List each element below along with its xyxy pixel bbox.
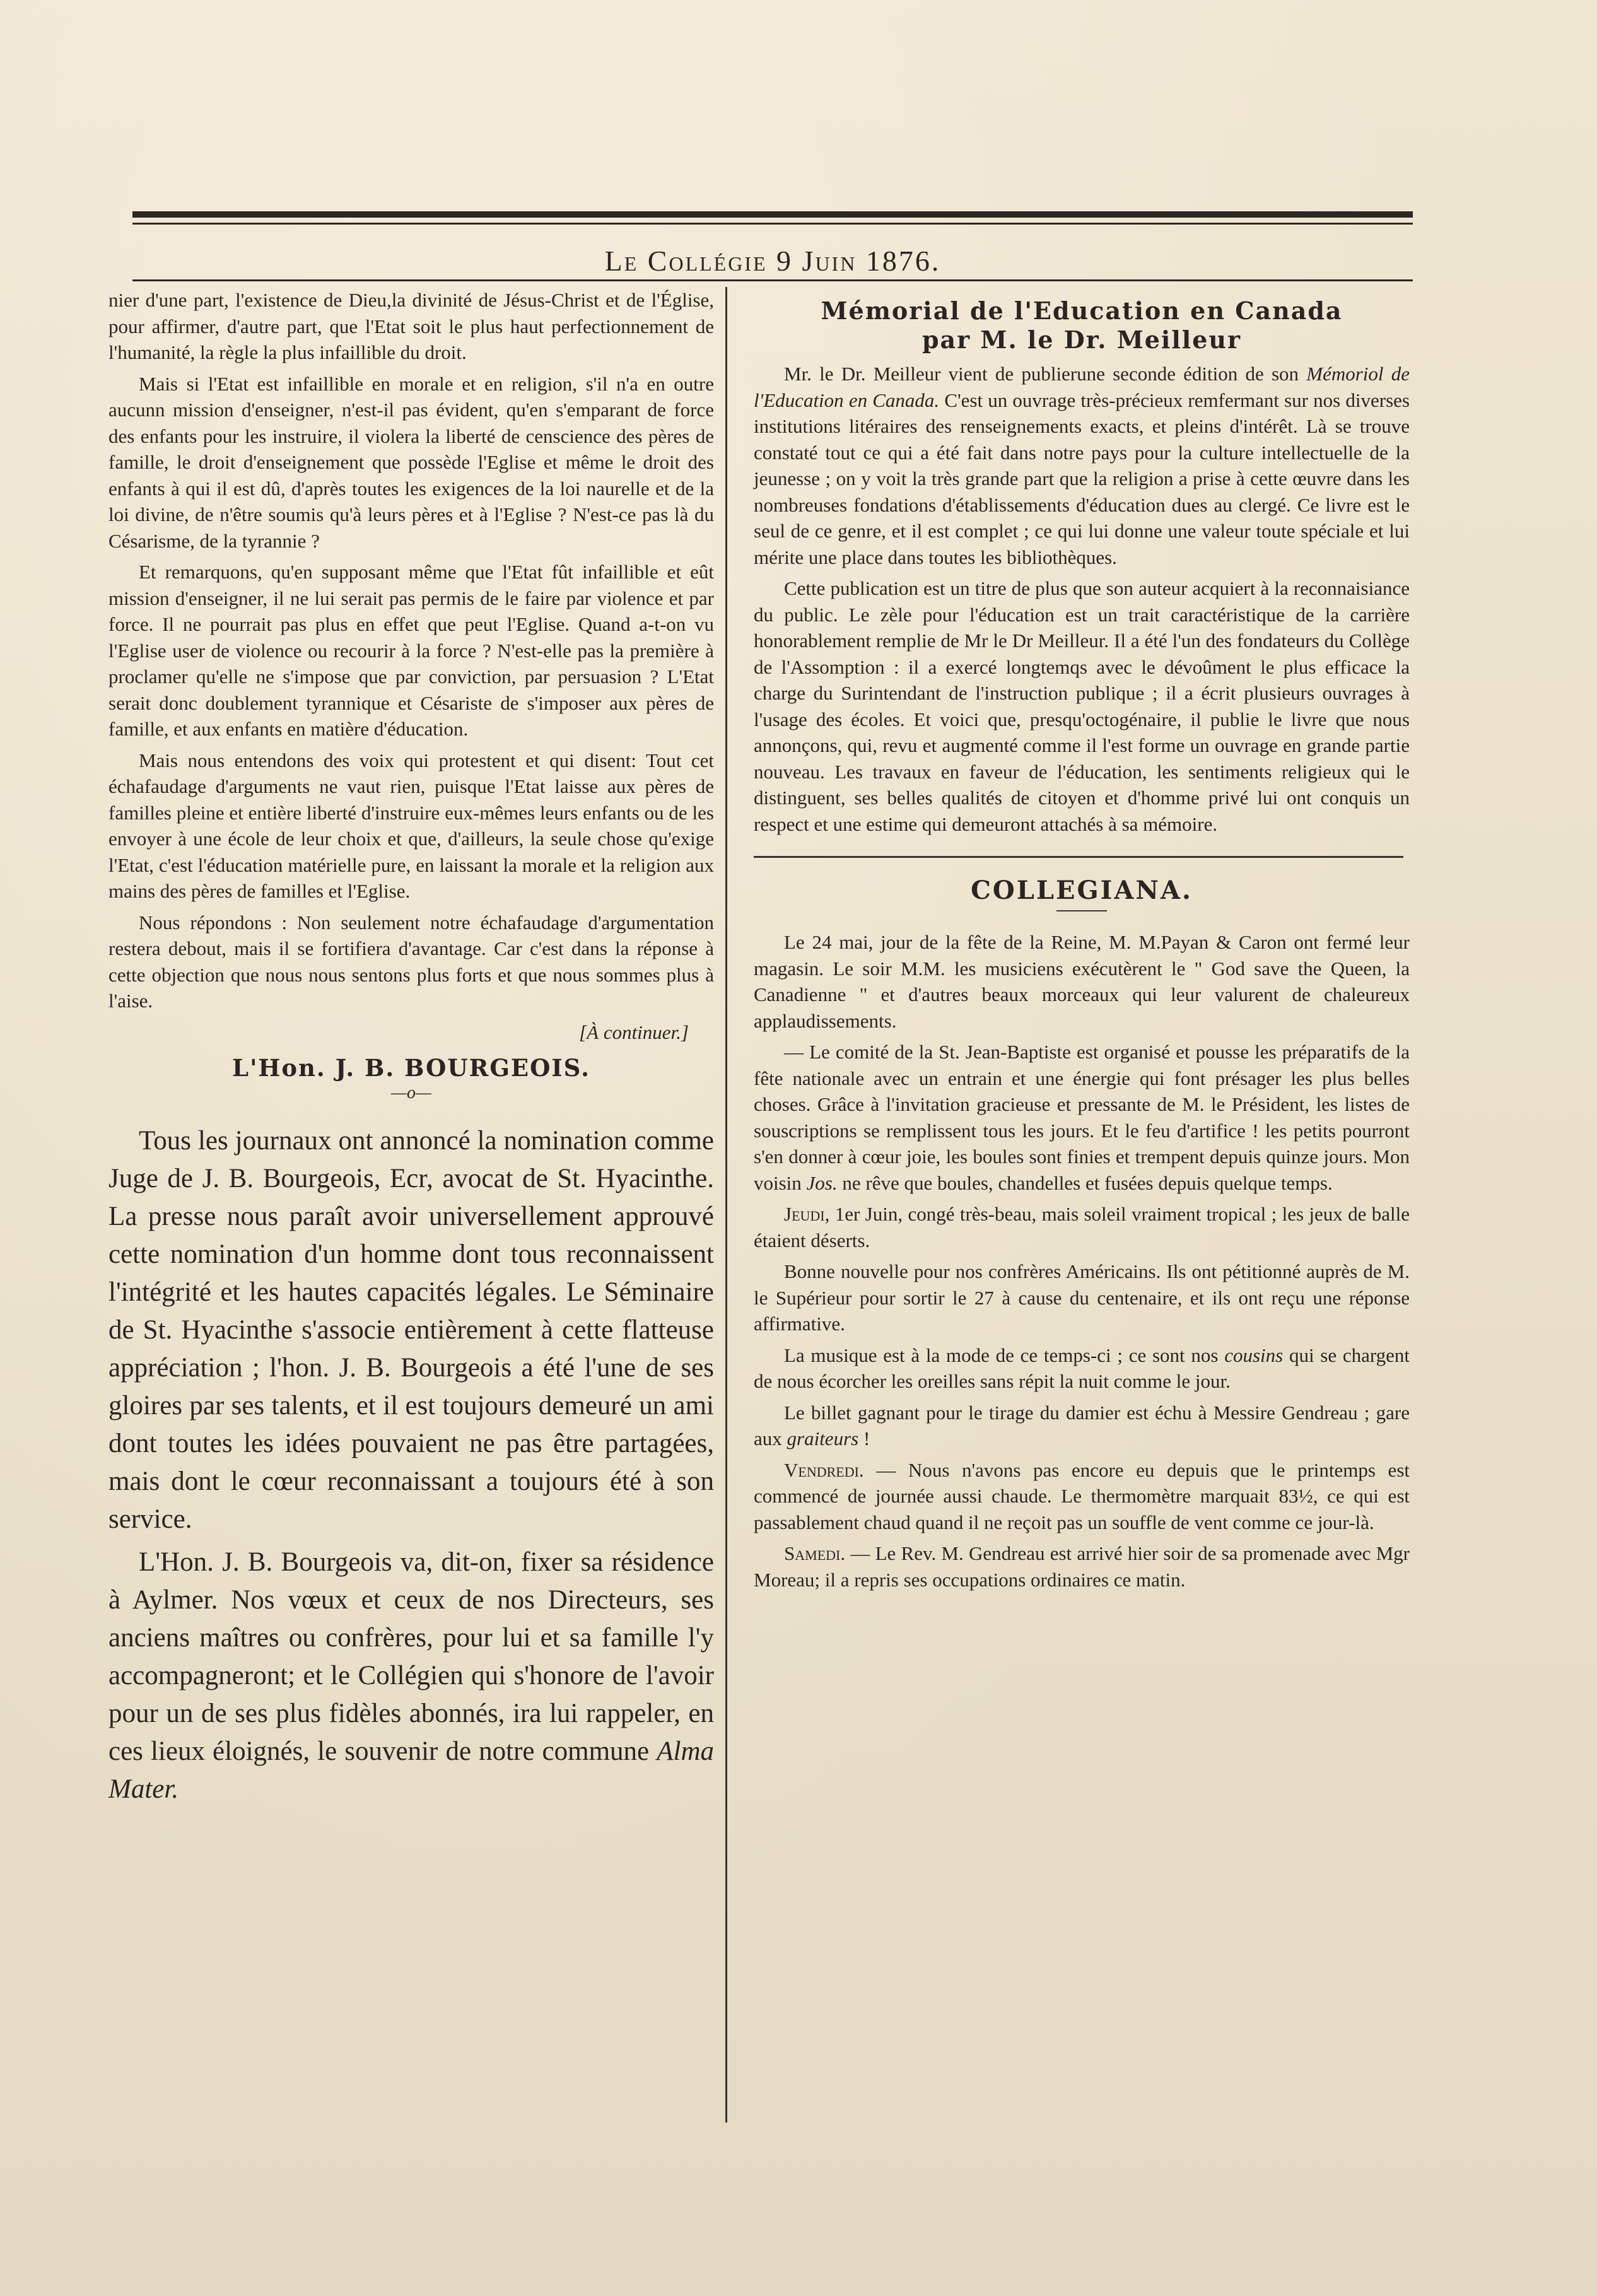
collegiana-text: — Le Rev. M. Gendreau est arrivé hier soir de sa promenade avec Mgr Moreau; il a repris ses occupations ordinaires ce matin. xyxy=(754,1542,1410,1591)
header-rule-top xyxy=(132,211,1413,218)
to-be-continued: [À continuer.] xyxy=(579,1021,689,1043)
column-divider xyxy=(725,287,727,2123)
memorial-heading xyxy=(754,296,1410,354)
heading-ornament: —o— xyxy=(391,1083,431,1103)
masthead-title: Le Collégie 9 Juin 1876. xyxy=(604,245,941,277)
collegiana-text: — Nous n'avons pas encore eu depuis que le printemps est commencé de journée aussi chaude. Le thermomètre marquait 83½, ce qui est passablement chaud quand il ne reçoit pas un souffle de vent comme ce jour-là. xyxy=(754,1458,1410,1533)
bourgeois-heading: L'Hon. J. B. BOURGEOIS. xyxy=(232,1054,590,1082)
article-paragraph: nier d'une part, l'existence de Dieu,la divinité de Jésus-Christ et de l'Église, pour affirmer, d'autre part, que l'Etat soit le plus haut perfectionnement de l'humanité, la règle la plus infaillible du droit. xyxy=(108,289,714,363)
alma-mater-text: Alma Mater. xyxy=(108,1737,715,1804)
collegiana-emphasis: graiteurs xyxy=(787,1427,859,1450)
collegiana-text: Le billet gagnant pour le tirage du damier est échu à Messire Gendreau ; gare aux xyxy=(754,1401,1410,1450)
collegiana-item xyxy=(754,1457,1410,1536)
collegiana-item xyxy=(754,1201,1410,1253)
collegiana-item xyxy=(754,1400,1410,1452)
collegiana-emphasis: cousins xyxy=(1224,1344,1284,1366)
section-rule xyxy=(754,856,1403,858)
collegiana-text: ne rêve que boules, chandelles et fusées depuis quelque temps. xyxy=(842,1171,1333,1194)
collegiana-rule xyxy=(1056,910,1107,911)
article-paragraph: Nous répondons : Non seulement notre échafaudage d'argumentation restera debout, mais il se fortifiera d'avantage. Car c'est dans la réponse à cette objection que nous nous sentons plus forts et que nous sommes plus à l'aise. xyxy=(108,911,714,1012)
collegiana-emphasis: Jos. xyxy=(806,1171,838,1194)
collegiana-text: 1er Juin, congé très-beau, mais soleil vraiment tropical ; les jeux de balle étaient déserts. xyxy=(754,1203,1410,1251)
collegiana-item: Bonne nouvelle pour nos confrères Américains. Ils ont pétitionné auprès de M. le Supérieur pour sortir le 27 à cause du centenaire, et ils ont reçu une réponse affirmative. xyxy=(754,1260,1410,1335)
memorial-paragraph xyxy=(754,361,1410,570)
memorial-text: C'est un ouvrage très-précieux remfermant sur nos diverses institutions litéraires des renseignements exacts, et pleins d'intérêt. Là se trouve constaté tout ce qui a été fait dans notre pays pour la culture intellectuelle de la jeunesse ; on y voit la très grande part que la religion a prise à cette œuvre dans les nombreuses fondations d'établissements d'éducation dues au clergé. Ce livre est le seul de ce genre, et il est complet ; ce qui lui donne une valeur toute spéciale et lui mérite une place dans toutes les bibliothèques. xyxy=(754,389,1410,568)
day-label: Samedi. xyxy=(784,1542,846,1564)
collegiana-item xyxy=(754,1039,1410,1196)
collegiana-text: ! xyxy=(863,1427,870,1450)
header-rule-top-thin xyxy=(132,223,1413,225)
memorial-heading-line1: Mémorial de l'Education en Canada xyxy=(821,296,1343,325)
article-paragraph: Mais si l'Etat est infaillible en morale et en religion, s'il n'a en outre aucunn mission d'enseigner, n'est-il pas évident, qu'en s'emparant de force des enfants pour les instruire, il violera la liberté de censcience des pères de famille, le droit d'enseignement que possède l'Eglise et même le droit des enfants à qui il est dû, d'après toutes les exigences de la loi naurelle et de la loi divine, de n'être soumis qu'à leurs pères et à l'Eglise ? N'est-ce pas là du Césarisme, de la tyrannie ? xyxy=(108,372,714,552)
collegiana-item xyxy=(754,1540,1410,1593)
collegiana-text: qui se chargent de nous écorcher les oreilles sans répit la nuit comme le jour. xyxy=(754,1344,1410,1392)
left-column xyxy=(108,287,714,1813)
collegiana-heading: COLLEGIANA. xyxy=(971,876,1193,905)
article-paragraph: Et remarquons, qu'en supposant même que l'Etat fût infaillible et eût mission d'enseigner, il ne lui serait pas permis de le faire par violence et par force. Il ne pourrait pas plus en effet que peut l'Eglise. Quand a-t-on vu l'Eglise user de violence ou recourir à la force ? N'est-elle pas la première à proclamer qu'elle ne s'impose que par conviction, par persuasion ? L'Etat serait donc doublement tyrannique et Césariste de s'imposer aux pères de famille, et aux enfants en matière d'éducation. xyxy=(108,561,714,740)
bourgeois-paragraph-text: L'Hon. J. B. Bourgeois va, dit-on, fixer sa résidence à Aylmer. Nos vœux et ceux de nos Directeurs, ses anciens maîtres ou confrères, pour lui et sa famille l'y accompagneront; et le Collégien qui s'honore de l'avoir pour un de ses plus fidèles abonnés, ira lui rappeler, en ces lieux éloignés, le souvenir de notre commune xyxy=(108,1547,714,1766)
collegiana-text: — Le comité de la St. Jean-Baptiste est organisé et pousse les préparatifs de la fête nationale avec un entrain et une énergie qui font présager les plus belles choses. Grâce à l'invitation gracieuse et pressante de M. le Président, les listes de souscriptions se remplissent tous les jours. Et le feu d'artifice ! les petits pourront s'en donner à cœur joie, les boules sont finies et trempent depuis quinze jours. Mon voisin xyxy=(754,1041,1410,1194)
page-header xyxy=(132,211,1413,287)
memorial-heading-line2: par M. le Dr. Meilleur xyxy=(921,325,1242,354)
bourgeois-paragraph: Tous les journaux ont annoncé la nomination comme Juge de J. B. Bourgeois, Ecr, avocat de St. Hyacinthe. La presse nous paraît avoir universellement approuvé cette nomination d'un homme dont tous reconnaissent l'intégrité et les hautes capacités légales. Le Séminaire de St. Hyacinthe s'associe entièrement à cette flatteuse appréciation ; l'hon. J. B. Bourgeois a été l'une de ses gloires par ses talents, et il est toujours demeuré un ami dont toutes les idées pouvaient ne pas être partagées, mais dont le cœur reconnaissant a toujours été à son service. xyxy=(108,1126,714,1534)
bourgeois-paragraph xyxy=(108,1543,714,1808)
right-column xyxy=(754,296,1410,1598)
day-label: Jeudi, xyxy=(784,1203,830,1225)
memorial-book-title: Mémoriol de l'Education en Canada. xyxy=(754,363,1410,411)
collegiana-text: La musique est à la mode de ce temps-ci ; ce sont nos xyxy=(784,1344,1219,1366)
memorial-paragraph: Cette publication est un titre de plus que son auteur acquiert à la reconnaisiance du public. Le zèle pour l'éducation est un trait caractéristique de la carrière honorablement remplie de Mr le Dr Meilleur. Il a été l'un des fondateurs du Collège de l'Assomption : il a exercé longtemqs avec le dévoûment le plus efficace la charge du Surintendant de l'instruction publique ; il a écrit plusieurs ouvrages à l'usage des écoles. Et voici que, presqu'octogénaire, il publie le livre que nous annonçons, qui, revu et augmenté comme il l'est forme un ouvrage en grande partie nouveau. Les travaux en faveur de l'éducation, les sentiments religieux qui le distinguent, ses belles qualités de citoyen et d'homme privé lui ont conquis un respect et une estime qui demeuront attachés à sa mémoire. xyxy=(754,577,1410,835)
header-rule-bottom xyxy=(132,279,1413,281)
day-label: Vendredi. xyxy=(784,1458,864,1481)
collegiana-item xyxy=(754,1342,1410,1395)
collegiana-item: Le 24 mai, jour de la fête de la Reine, M. M.Payan & Caron ont fermé leur magasin. Le soir M.M. les musiciens exécutèrent le " God save the Queen, la Canadienne " et d'autres beaux morceaux qui leur valurent de chaleureux applaudissements. xyxy=(754,931,1410,1032)
article-paragraph: Mais nous entendons des voix qui protestent et qui disent: Tout cet échafaudage d'arguments ne vaut rien, puisque l'Etat laisse aux pères de familles pleine et entière liberté d'instruire eux-mêmes leurs enfants ou de les envoyer à une école de leur choix et que, d'ailleurs, la seule chose qu'exige l'Etat, c'est l'éducation matérielle pure, en laissant la morale et la religion aux mains des pères de familles et l'Eglise. xyxy=(108,749,714,902)
memorial-text: Mr. le Dr. Meilleur vient de publierune seconde édition de son xyxy=(784,363,1299,385)
